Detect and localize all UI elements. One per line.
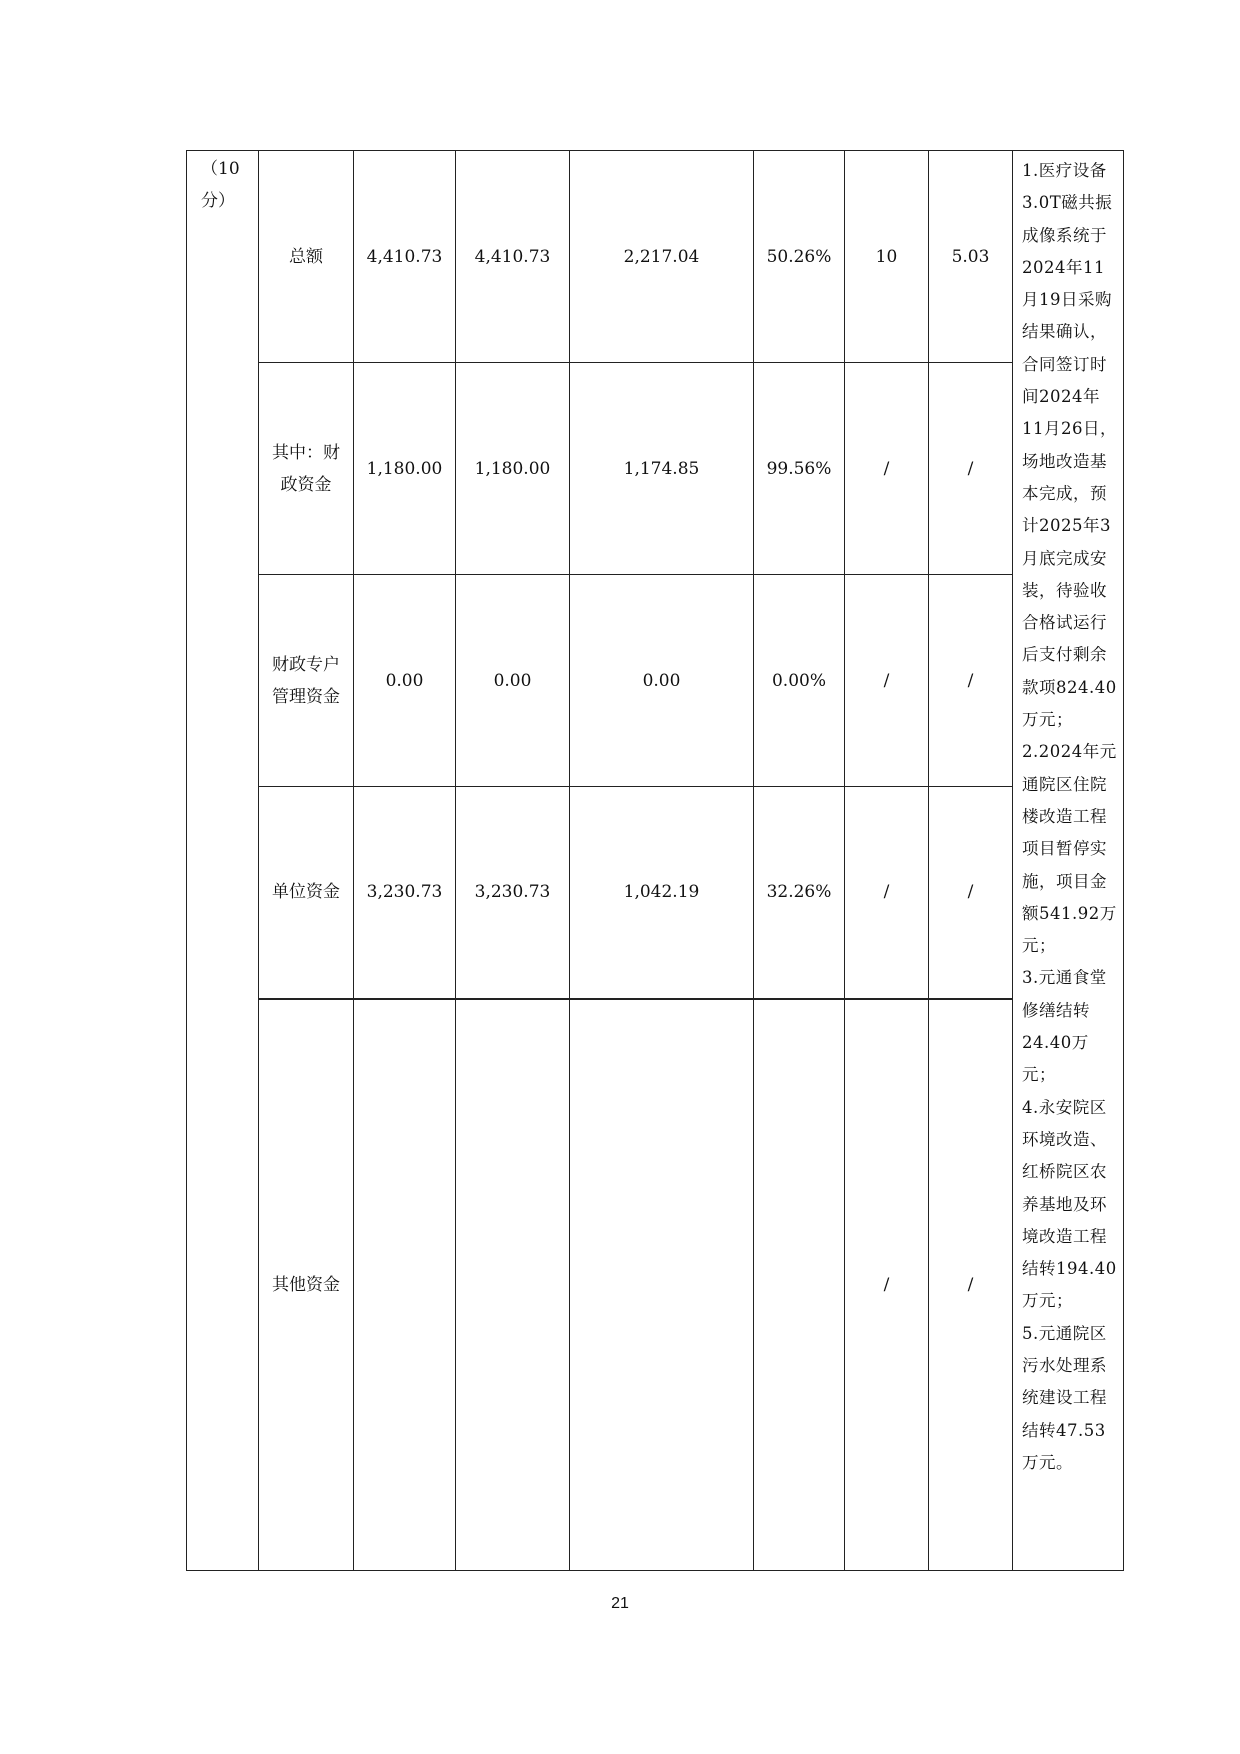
row-label: 其他资金 <box>259 999 354 1571</box>
note-item: 4.永安院区环境改造、红桥院区农养基地及环境改造工程结转194.40万元； <box>1022 1097 1117 1311</box>
annual-budget-cell <box>354 999 456 1571</box>
row-label: 单位资金 <box>259 787 354 999</box>
note-item: 3.元通食堂修缮结转24.40万元； <box>1022 968 1107 1085</box>
score-weight-value-cell: / <box>845 787 929 999</box>
score-weight-value-cell: / <box>845 575 929 787</box>
row-label: 总额 <box>259 151 354 363</box>
table-row <box>187 363 1124 575</box>
table-row <box>187 999 1124 1571</box>
executed-amount-cell: 1,174.85 <box>570 363 754 575</box>
score-weight-value-cell: 10 <box>845 151 929 363</box>
executed-amount-cell: 2,217.04 <box>570 151 754 363</box>
full-year-budget-cell: 3,230.73 <box>456 787 570 999</box>
annual-budget-cell: 1,180.00 <box>354 363 456 575</box>
table-row <box>187 575 1124 787</box>
row-label: 财政专户管理资金 <box>259 575 354 787</box>
annual-budget-cell: 4,410.73 <box>354 151 456 363</box>
executed-amount-cell: 0.00 <box>570 575 754 787</box>
execution-rate-cell: 0.00% <box>754 575 845 787</box>
score-cell: / <box>929 363 1013 575</box>
note-item: 5.元通院区污水处理系统建设工程结转47.53万元。 <box>1022 1323 1107 1472</box>
execution-rate-cell: 32.26% <box>754 787 845 999</box>
score-cell: / <box>929 787 1013 999</box>
score-cell: / <box>929 575 1013 787</box>
score-cell: 5.03 <box>929 151 1013 363</box>
execution-rate-cell: 50.26% <box>754 151 845 363</box>
annual-budget-cell: 0.00 <box>354 575 456 787</box>
score-weight-value-cell: / <box>845 999 929 1571</box>
score-cell: / <box>929 999 1013 1571</box>
annual-budget-cell: 3,230.73 <box>354 787 456 999</box>
page-number: 21 <box>611 1595 629 1612</box>
full-year-budget-cell: 1,180.00 <box>456 363 570 575</box>
deviation-notes-cell <box>1013 151 1124 1571</box>
executed-amount-cell <box>570 999 754 1571</box>
note-item: 1.医疗设备3.0T磁共振成像系统于2024年11月19日采购结果确认，合同签订时间2024年11月26日，场地改造基本完成，预计2025年3月底完成安装，待验收合格试运行后支付剩余款项824.40万元； <box>1022 161 1117 730</box>
budget-execution-table <box>186 150 1124 1571</box>
execution-rate-cell <box>754 999 845 1571</box>
note-item: 2.2024年元通院区住院楼改造工程项目暂停实施，项目金额541.92万元； <box>1022 742 1117 956</box>
full-year-budget-cell: 4,410.73 <box>456 151 570 363</box>
table-row <box>187 151 1124 363</box>
execution-rate-cell: 99.56% <box>754 363 845 575</box>
full-year-budget-cell: 0.00 <box>456 575 570 787</box>
score-weight-cell: （10分） <box>187 151 259 1571</box>
row-label: 其中：财政资金 <box>259 363 354 575</box>
table-row <box>187 787 1124 999</box>
executed-amount-cell: 1,042.19 <box>570 787 754 999</box>
full-year-budget-cell <box>456 999 570 1571</box>
score-weight-value-cell: / <box>845 363 929 575</box>
